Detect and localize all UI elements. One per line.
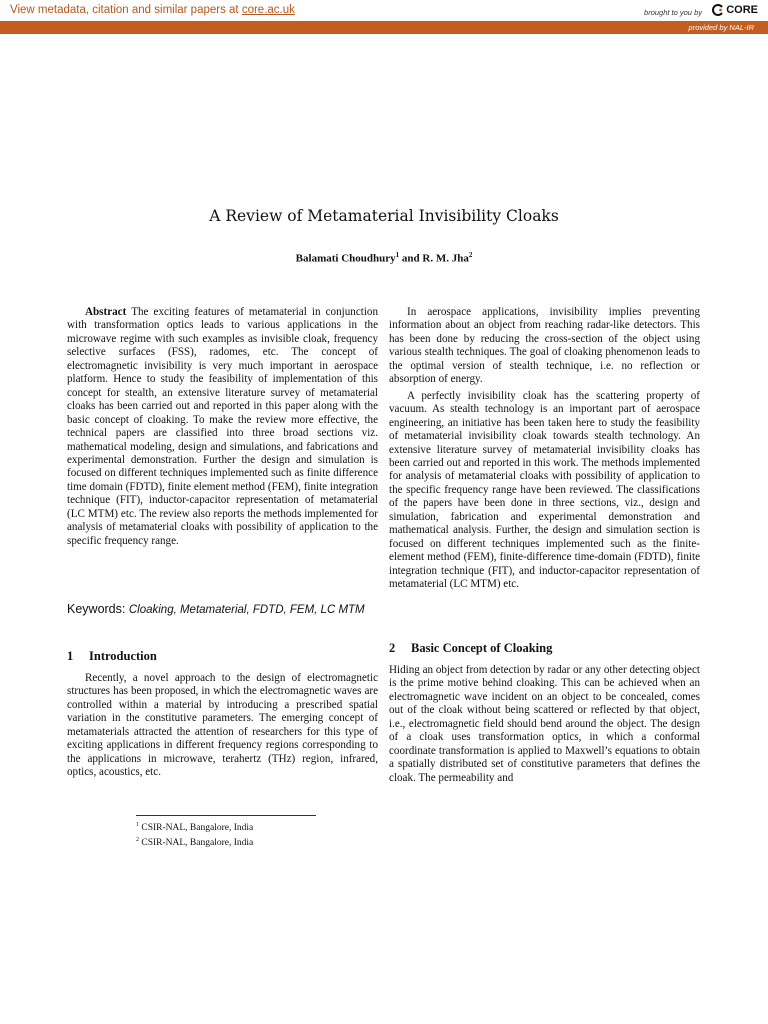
section-2-paragraph	[389, 664, 700, 785]
footnote-1-text: CSIR-NAL, Bangalore, India	[139, 823, 254, 834]
metadata-link[interactable]	[10, 4, 295, 16]
core-logo[interactable]	[712, 3, 758, 17]
keywords-label: Keywords	[67, 602, 122, 616]
keywords-colon: :	[121, 602, 129, 616]
abstract-label: Abstract	[85, 306, 127, 318]
section-1-number: 1	[67, 649, 74, 663]
intro-text: Recently, a novel approach to the design of electromagnetic structures has been proposed, in which the electromagnetic waves are controlled within a material by introducing a prescribed spatial variation in the constitutive parameters. The emerging concept of metamaterials attracted the attention of researchers for this type of exciting applications in different frequency regions corresponding to the applications in microwave, terahertz (THz) region, infrared, optics, acoustics, etc.	[67, 672, 378, 779]
author-2: R. M. Jha	[422, 252, 469, 265]
author-and: and	[399, 252, 423, 265]
footnote-2-text: CSIR-NAL, Bangalore, India	[139, 838, 254, 849]
keywords-block	[67, 602, 378, 618]
section-1-title: Introduction	[89, 649, 157, 663]
section-2-text: Hiding an object from detection by radar or any other detecting object is the prime motive behind cloaking. This can be achieved when an electromagnetic wave incident on an object to be concealed, comes out of the cloak without being scattered or reflected by that object, i.e., electromagnetic field should bend around the object. The design of a cloak uses transformation optics, in which a conformal coordinate transformation is applied to Maxwell’s equations to obtain a spatially distributed set of constitutive parameters that defines the cloak. The permeability and	[389, 664, 700, 784]
core-label: CORE	[726, 4, 758, 16]
author-1-sup: 1	[395, 251, 400, 259]
keywords-text: Cloaking, Metamaterial, FDTD, FEM, LC MTM	[128, 604, 365, 616]
section-2-number: 2	[389, 641, 396, 655]
brought-to-you-text: brought to you by	[644, 8, 702, 17]
footnote-1-sup: 1	[136, 822, 139, 828]
footnote-rule	[136, 815, 316, 816]
paper-title: A Review of Metamaterial Invisibility Cloaks	[209, 207, 559, 225]
section-2-title: Basic Concept of Cloaking	[411, 641, 553, 655]
core-ac-uk-link[interactable]: core.ac.uk	[241, 4, 295, 16]
footnote-2	[136, 837, 253, 848]
right-column-intro	[389, 306, 700, 592]
footnote-2-sup: 2	[136, 837, 139, 843]
metadata-link-prefix: View metadata, citation and similar papers at	[10, 4, 242, 16]
core-header-bar	[0, 0, 768, 21]
author-2-sup: 2	[468, 251, 473, 259]
section-1-heading	[67, 649, 157, 664]
core-logo-icon	[712, 4, 724, 16]
provided-by-text: provided by NAL-IR	[688, 23, 754, 32]
right-paragraph-2: A perfectly invisibility cloak has the scattering property of vacuum. As stealth technology is an important part of aerospace engineering, an initiative has been taken here to study the feasibility of metamaterial invisibility cloak towards stealth technology. An extensive literature survey of metamaterial invisibility cloaks has been carried out and reported in this work. The methods implemented for analysis of metamaterial cloaks with possibility of application to the specific frequency range have been reviewed. The classifications of the papers have been done in three sections, viz., design and simulation, fabrication and experimental demonstration and mathematical analysis. Further, the design and simulation section is focused on different techniques implemented such as the finite-element method (FEM), finite-difference time-domain (FDTD), finite integration technique (FIT), and inductor-capacitor representation of metamaterial (LC MTM) etc.	[389, 389, 700, 591]
author-1: Balamati Choudhury	[295, 252, 396, 265]
author-line	[0, 251, 768, 265]
right-paragraph-1: In aerospace applications, invisibility implies preventing information about an object from reaching radar-like detectors. This has been done by reducing the cross-section of the object using various stealth techniques. The goal of cloaking phenomenon leads to the optimal version of stealth technique, i.e. no reflection or absorption of energy.	[389, 306, 700, 386]
abstract-text: The exciting features of metamaterial in conjunction with transformation optics leads to various applications in the microwave regime with such examples as invisible cloak, frequency selective surfaces (FSS), radomes, etc. The concept of electromagnetic invisibility is very much important in aerospace platform. Hence to study the feasibility of implementation of this concept for stealth, an extensive literature survey of metamaterial cloaks has been carried out and reported in this paper along with the basic concept of cloaking. To make the review more effective, the technical papers are classified into three broad sections viz. mathematical modeling, design and simulations, and fabrications and experimental demonstration. Further the design and simulation is focused on different techniques implemented such as finite difference time domain (FDTD), finite element method (FEM), finite integration technique (FIT), inductor-capacitor representation of metamaterial (LC MTM) etc. The review also reports the methods implemented for analysis of metamaterial cloaks with possibility of application to the specific frequency range.	[67, 306, 378, 547]
section-2-heading	[389, 641, 552, 656]
intro-paragraph	[67, 672, 378, 780]
provided-by-bar	[0, 21, 768, 34]
abstract-block	[67, 306, 378, 548]
footnote-1	[136, 822, 253, 833]
